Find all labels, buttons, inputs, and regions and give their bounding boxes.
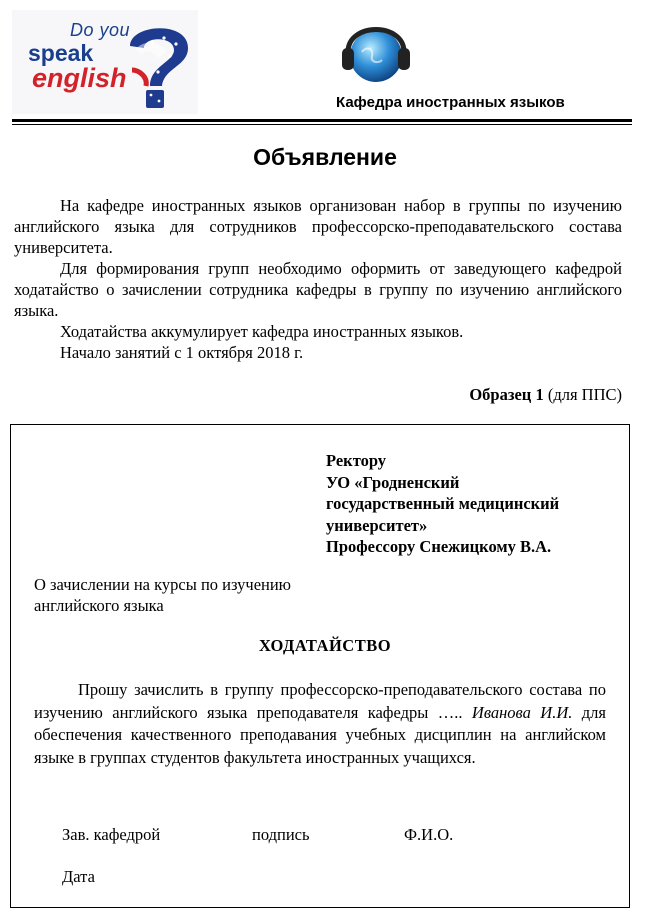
- logo-text-do-you: Do you: [70, 20, 131, 40]
- logo-text-speak: speak: [28, 40, 94, 66]
- header-divider-thin: [12, 124, 632, 125]
- department-title: Кафедра иностранных языков: [336, 94, 565, 111]
- date-label: Дата: [62, 867, 95, 886]
- sample-note: (для ППС): [547, 385, 622, 404]
- addressee-line: Ректору: [326, 451, 387, 470]
- petition-body-end: для обеспечения качественного преподавания учебных дисциплин на английском языке в группах студентов факультета иностранных учащихся.: [34, 702, 606, 767]
- petition-body-name: Иванова И.И.: [471, 702, 573, 722]
- subject-line-1: О зачислении на курсы по изучению: [34, 575, 292, 594]
- signature-position: Зав. кафедрой: [62, 825, 161, 844]
- announcement-paragraph-4: Начало занятий с 1 октября 2018 г.: [60, 343, 304, 362]
- headphones-globe-icon: [338, 12, 414, 88]
- addressee-line: УО «Гродненский: [326, 472, 460, 492]
- do-you-speak-english-logo: [12, 10, 198, 114]
- addressee-line: университет»: [326, 515, 428, 535]
- sample-caption: [469, 385, 622, 405]
- subject-line: [34, 574, 334, 616]
- header-divider-thick: [12, 119, 632, 122]
- petition-title: ХОДАТАЙСТВО: [258, 636, 392, 655]
- addressee-line: Профессору Снежицкому В.А.: [326, 537, 552, 556]
- signature-name: Ф.И.О.: [404, 825, 454, 844]
- subject-line-2: английского языка: [34, 596, 164, 615]
- addressee-line: государственный медицинский: [326, 494, 560, 513]
- petition-body-start: Прошу зачислить в группу профессорско-преподавательского состава по изучению английского языка преподавателя кафедры …..: [34, 680, 606, 722]
- announcement-paragraph-2: Для формирования групп необходимо оформить от заведующего кафедрой ходатайство о зачислении сотрудника кафедры в группу по изучению английского языка.: [14, 259, 622, 320]
- logo-text-english: english: [32, 63, 127, 93]
- addressee-block: [326, 450, 606, 558]
- announcement-paragraph-3: Ходатайства аккумулирует кафедра иностранных языков.: [60, 322, 464, 341]
- announcement-title: Объявление: [253, 144, 397, 170]
- signature-sign: подпись: [252, 825, 310, 844]
- sample-label: Образец 1: [469, 385, 544, 404]
- announcement-paragraph-1: На кафедре иностранных языков организован набор в группы по изучению английского языка для сотрудников профессорско-преподавательского состава университета.: [14, 196, 622, 257]
- petition-body: [34, 679, 606, 769]
